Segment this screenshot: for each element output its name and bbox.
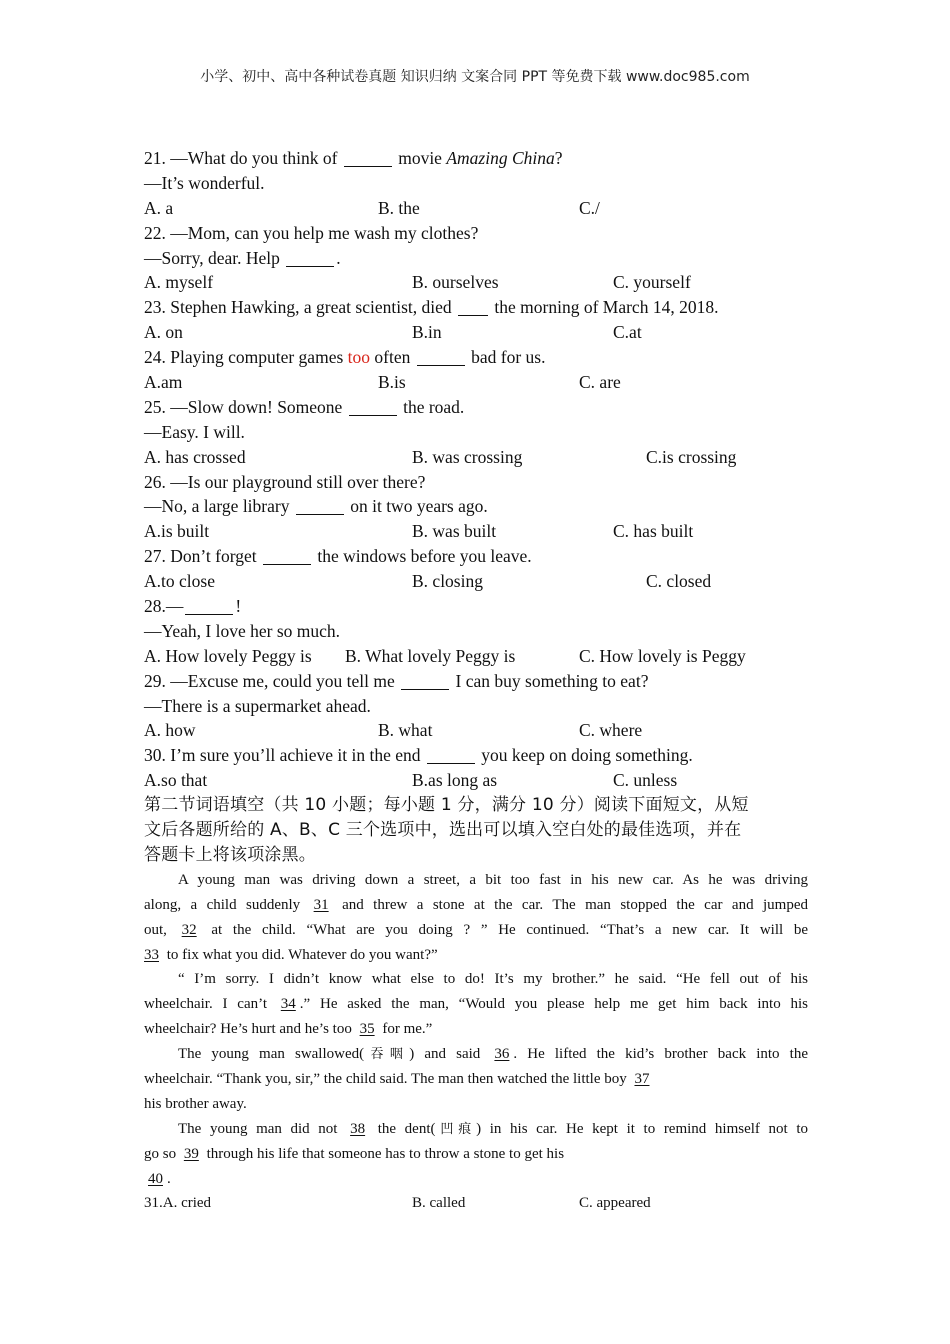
option-b: B. ourselves bbox=[412, 272, 499, 293]
option-c: C. appeared bbox=[579, 1195, 651, 1212]
answer-blank bbox=[286, 248, 334, 267]
option-c: C. closed bbox=[646, 571, 712, 592]
passage-line: wheelchair? He’s hurt and he’s too 35 for me.” bbox=[144, 1017, 808, 1042]
answer-blank bbox=[344, 148, 392, 167]
question-28: 28.— ! bbox=[144, 596, 242, 617]
option-b: B.in bbox=[412, 322, 442, 343]
passage-line: wheelchair. I can’t 34 .” He asked the man, “Would you please help me get him back into his bbox=[144, 992, 808, 1017]
option-a: A. has crossed bbox=[144, 446, 246, 467]
cloze-blank: 38 bbox=[350, 1120, 366, 1137]
option-c: C. are bbox=[579, 372, 621, 393]
cloze-blank: 35 bbox=[359, 1021, 375, 1038]
response-line: —It’s wonderful. bbox=[144, 172, 265, 193]
question-24: 24. Playing computer games too often bad for us. bbox=[144, 347, 546, 368]
options-24 bbox=[144, 370, 808, 395]
highlighted-word: too bbox=[347, 347, 371, 368]
option-c: C. unless bbox=[613, 770, 678, 791]
page-header: 小学、初中、高中各种试卷真题 知识归纳 文案合同 PPT 等免费下载 www.doc985.com bbox=[200, 69, 750, 85]
answer-blank bbox=[296, 496, 344, 515]
answer-blank bbox=[417, 347, 465, 366]
passage-line: A young man was driving down a street, a bit too fast in his new car. As he was driving bbox=[178, 871, 808, 888]
option-a: A.so that bbox=[144, 770, 208, 791]
question-23: 23. Stephen Hawking, a great scientist, died the morning of March 14, 2018. bbox=[144, 297, 719, 318]
passage-line: The young man did not 38 the dent(凹痕) in his car. He kept it to remind himself not to bbox=[144, 1117, 808, 1142]
option-a: A. on bbox=[144, 322, 183, 343]
options-22 bbox=[144, 270, 808, 295]
question-27: 27. Don’t forget the windows before you leave. bbox=[144, 546, 532, 567]
options-28 bbox=[144, 644, 808, 669]
option-b: B. was crossing bbox=[412, 446, 523, 467]
answer-blank bbox=[263, 546, 311, 565]
answer-blank bbox=[458, 297, 488, 316]
option-c: C. where bbox=[579, 720, 643, 741]
option-c: C. has built bbox=[613, 521, 694, 542]
question-22: 22. —Mom, can you help me wash my clothes? bbox=[144, 222, 479, 243]
option-b: B.as long as bbox=[412, 770, 498, 791]
cloze-blank: 33 bbox=[144, 946, 159, 963]
option-b: B. what bbox=[378, 720, 433, 741]
question-29: 29. —Excuse me, could you tell me I can buy something to eat? bbox=[144, 670, 649, 691]
options-29 bbox=[144, 718, 808, 743]
options-21 bbox=[144, 196, 808, 221]
cloze-blank: 40 bbox=[148, 1170, 163, 1187]
answer-blank bbox=[349, 397, 397, 416]
passage-line: 33 to fix what you did. Whatever do you want?” bbox=[144, 943, 808, 968]
option-b: B. What lovely Peggy is bbox=[345, 645, 516, 666]
options-30 bbox=[144, 768, 808, 793]
option-b: B. was built bbox=[412, 521, 497, 542]
option-b: B. closing bbox=[412, 571, 483, 592]
option-a: A.to close bbox=[144, 571, 215, 592]
options-25 bbox=[144, 445, 808, 470]
response-line: —No, a large library on it two years ago. bbox=[144, 496, 488, 517]
cloze-blank: 34 bbox=[280, 996, 296, 1013]
option-c: C./ bbox=[579, 197, 600, 218]
options-31 bbox=[144, 1191, 808, 1216]
answer-blank bbox=[427, 745, 475, 764]
option-b: B. called bbox=[412, 1195, 466, 1212]
response-line: —Yeah, I love her so much. bbox=[144, 620, 341, 641]
option-b: B.is bbox=[378, 372, 406, 393]
section-instructions: 第二节词语填空（共 10 小题；每小题 1 分，满分 10 分）阅读下面短文，从短 bbox=[144, 795, 749, 816]
question-30: 30. I’m sure you’ll achieve it in the end you keep on doing something. bbox=[144, 745, 693, 766]
cloze-blank: 36 bbox=[494, 1046, 510, 1063]
passage-line: The young man swallowed(吞咽) and said 36 . He lifted the kid’s brother back into the bbox=[144, 1042, 808, 1067]
passage-line: wheelchair. “Thank you, sir,” the child said. The man then watched the little boy 37 bbox=[144, 1067, 808, 1092]
option-c: C. How lovely is Peggy bbox=[579, 645, 746, 666]
option-a: 31.A. cried bbox=[144, 1195, 212, 1212]
passage-line: go so 39 through his life that someone has to throw a stone to get his bbox=[144, 1142, 808, 1167]
passage-line: out, 32 at the child. “What are you doing ? ” He continued. “That’s a new car. It will be bbox=[144, 918, 808, 943]
answer-blank bbox=[401, 671, 449, 690]
passage-line: “ I’m sorry. I didn’t know what else to do! It’s my brother.” he said. “He fell out of his bbox=[178, 971, 808, 988]
option-a: A. how bbox=[144, 720, 196, 741]
option-c: C.is crossing bbox=[646, 446, 737, 467]
exam-content bbox=[144, 146, 808, 1216]
response-line: —Sorry, dear. Help . bbox=[144, 247, 341, 268]
option-a: A. myself bbox=[144, 272, 214, 293]
passage-line: his brother away. bbox=[144, 1095, 247, 1112]
option-c: C. yourself bbox=[613, 272, 691, 293]
cloze-blank: 37 bbox=[634, 1070, 650, 1087]
cloze-blank: 31 bbox=[313, 896, 329, 913]
section-instructions: 文后各题所给的 A、B、C 三个选项中，选出可以填入空白处的最佳选项，并在 bbox=[144, 820, 742, 841]
section-instructions: 答题卡上将该项涂黑。 bbox=[144, 844, 316, 865]
answer-blank bbox=[185, 596, 233, 615]
options-26 bbox=[144, 519, 808, 544]
response-line: —Easy. I will. bbox=[144, 421, 245, 442]
option-a: A. a bbox=[144, 197, 174, 218]
question-21: 21. —What do you think of movie Amazing China? bbox=[144, 148, 563, 168]
cloze-blank: 39 bbox=[183, 1145, 199, 1162]
option-a: A. How lovely Peggy is bbox=[144, 645, 312, 666]
option-c: C.at bbox=[613, 322, 642, 343]
cloze-blank: 32 bbox=[181, 921, 197, 938]
passage-line: 40 . bbox=[144, 1167, 808, 1192]
passage-line: along, a child suddenly 31 and threw a stone at the car. The man stopped the car and jumped bbox=[144, 893, 808, 918]
option-a: A.is built bbox=[144, 521, 210, 542]
options-27 bbox=[144, 569, 808, 594]
option-a: A.am bbox=[144, 372, 183, 393]
question-25: 25. —Slow down! Someone the road. bbox=[144, 396, 465, 417]
response-line: —There is a supermarket ahead. bbox=[144, 695, 371, 716]
question-26: 26. —Is our playground still over there? bbox=[144, 471, 426, 492]
options-23 bbox=[144, 320, 808, 345]
option-b: B. the bbox=[378, 197, 420, 218]
